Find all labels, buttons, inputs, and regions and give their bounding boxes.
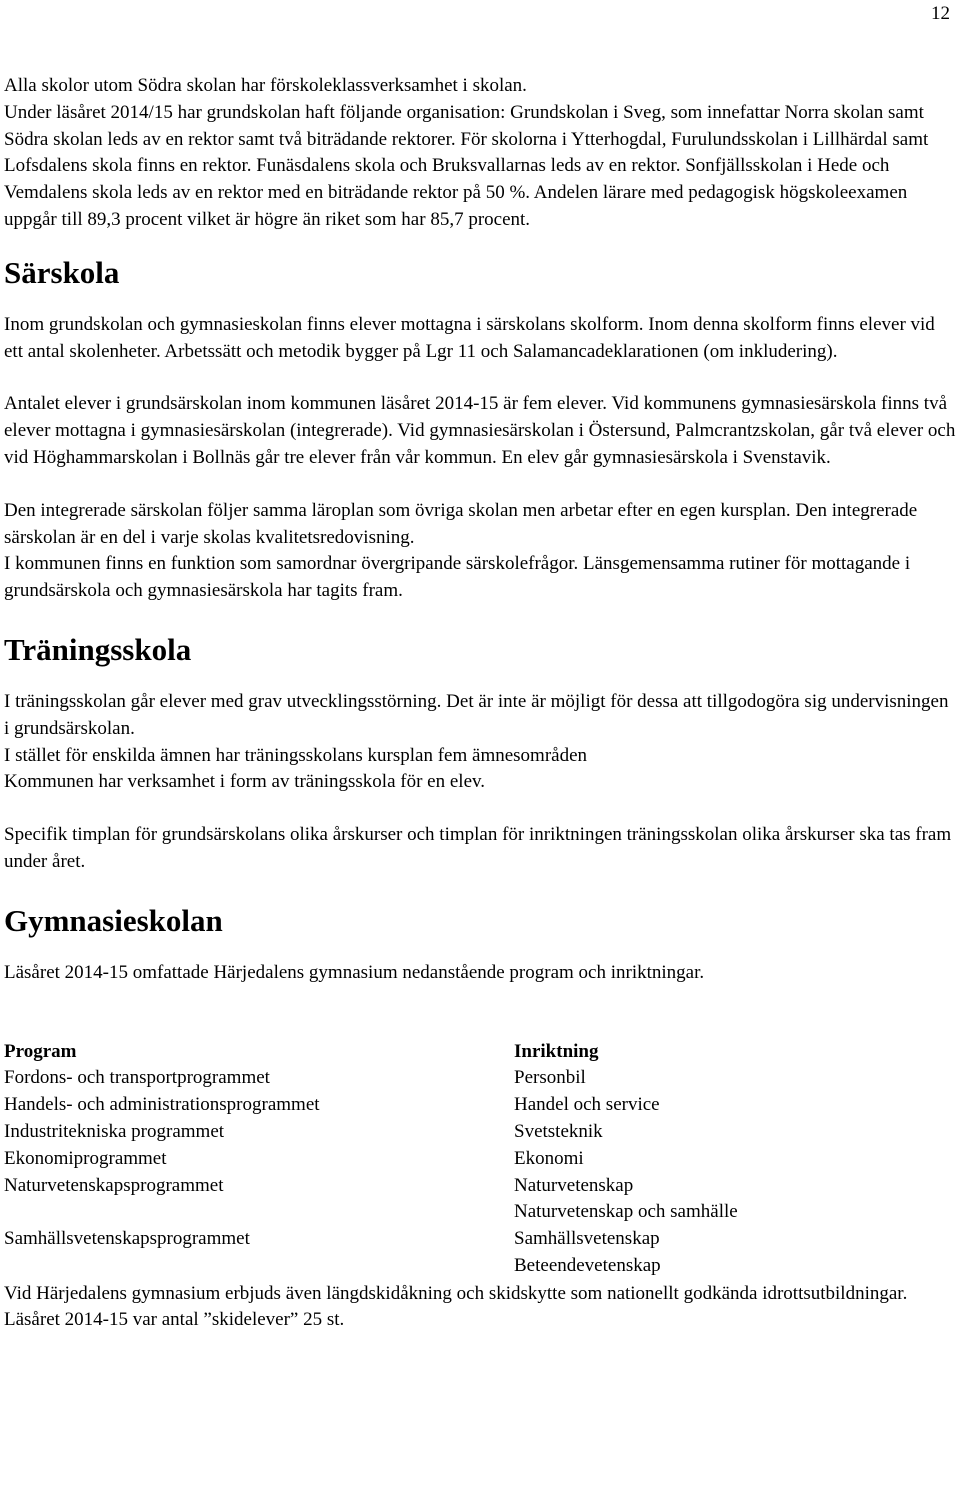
- program-row: Ekonomiprogrammet: [4, 1147, 167, 1169]
- intro-paragraph: Under läsåret 2014/15 har grundskolan haft följande organisation: Grundskolan i Sveg, som innefattar Norra skolan samt Södra skolan leds av en rektor samt två biträdande rektorer. För skolorna i Ytterhogdal, Furulundsskolan i Lillhärdal samt Lofsdalens skola finns en rektor. Funäsdalens skola och Bruksvallarnas leds av en rektor. Sonfjällsskolan i Hede och Vemdalens skola leds av en rektor med en biträdande rektor på 50 %. Andelen lärare med pedagogisk högskoleexamen uppgår till 89,3 procent vilket är högre än riket som har 85,7 procent.: [4, 101, 929, 230]
- page-number: 12: [931, 3, 950, 24]
- inriktning-row: Personbil: [514, 1067, 586, 1089]
- inriktning-header: Inriktning: [514, 1040, 599, 1062]
- inriktning-row: Beteendevetenskap: [514, 1254, 661, 1276]
- program-header: Program: [4, 1040, 77, 1062]
- program-table: [4, 1039, 956, 1276]
- inriktning-row: Samhällsvetenskap: [514, 1228, 660, 1250]
- traningsskola-paragraph-3: Kommunen har verksamhet i form av träningsskola för en elev.: [4, 771, 486, 793]
- gymnasieskolan-paragraph-1: Läsåret 2014-15 omfattade Härjedalens gymnasium nedanstående program och inriktningar.: [4, 961, 705, 983]
- program-row: [4, 1199, 320, 1226]
- inriktning-row: Svetsteknik: [514, 1120, 603, 1142]
- program-row: Samhällsvetenskapsprogrammet: [4, 1228, 250, 1250]
- inriktning-row: Naturvetenskap: [514, 1174, 634, 1196]
- program-row: Industritekniska programmet: [4, 1120, 225, 1142]
- intro-line-1: Alla skolor utom Södra skolan har förskoleklassverksamhet i skolan.: [4, 75, 527, 96]
- sarskola-paragraph-3: Den integrerade särskolan följer samma läroplan som övriga skolan men arbetar efter en egen kursplan. Den integrerade särskolan är en del i varje skolas kvalitetsredovisning.: [4, 499, 918, 548]
- gymnasieskolan-paragraph-2: Vid Härjedalens gymnasium erbjuds även längdskidåkning och skidskytte som nationellt godkända idrottsutbildningar. Läsåret 2014-15 var antal ”skidelever” 25 st.: [4, 1282, 908, 1331]
- inriktning-row: Ekonomi: [514, 1147, 584, 1169]
- sarskola-paragraph-1: Inom grundskolan och gymnasieskolan finns elever mottagna i särskolans skolform. Inom denna skolform finns elever vid ett antal skolenheter. Arbetssätt och metodik bygger på Lgr 11 och Salamancadeklarationen (om inkludering).: [4, 313, 935, 362]
- heading-sarskola: Särskola: [4, 254, 120, 290]
- traningsskola-paragraph-1: I träningsskolan går elever med grav utvecklingsstörning. Det är inte är möjligt för dessa att tillgodogöra sig undervisningen i grundsärskolan.: [4, 690, 949, 739]
- sarskola-paragraph-2: Antalet elever i grundsärskolan inom kommunen läsåret 2014-15 är fem elever. Vid kommunens gymnasiesärskola finns två elever mottagna i gymnasiesärskolan (integrerade). Vid gymnasiesärskolan i Östersund, Palmcrantzskolan, går två elever och vid Höghammarskolan i Bollnäs går tre elever från vår kommun. En elev går gymnasiesärskola i Svenstavik.: [4, 393, 956, 468]
- document-body: [4, 73, 956, 1334]
- inriktning-row: Naturvetenskap och samhälle: [514, 1201, 738, 1223]
- heading-traningsskola: Träningsskola: [4, 631, 192, 667]
- inriktning-column: [514, 1039, 738, 1280]
- program-column: [4, 1039, 320, 1280]
- heading-gymnasieskolan: Gymnasieskolan: [4, 902, 223, 938]
- program-row: [4, 1253, 320, 1280]
- program-row: Naturvetenskapsprogrammet: [4, 1174, 224, 1196]
- traningsskola-paragraph-2: I stället för enskilda ämnen har träningsskolans kursplan fem ämnesområden: [4, 744, 588, 766]
- inriktning-row: Handel och service: [514, 1094, 660, 1116]
- sarskola-paragraph-4: I kommunen finns en funktion som samordnar övergripande särskolefrågor. Länsgemensamma rutiner för mottagande i grundsärskola och gymnasiesärskola har tagits fram.: [4, 553, 911, 602]
- program-row: Fordons- och transportprogrammet: [4, 1067, 270, 1089]
- program-row: Handels- och administrationsprogrammet: [4, 1094, 320, 1116]
- traningsskola-paragraph-4: Specifik timplan för grundsärskolans olika årskurser och timplan för inriktningen träningsskolan olika årskurser ska tas fram under året.: [4, 824, 952, 872]
